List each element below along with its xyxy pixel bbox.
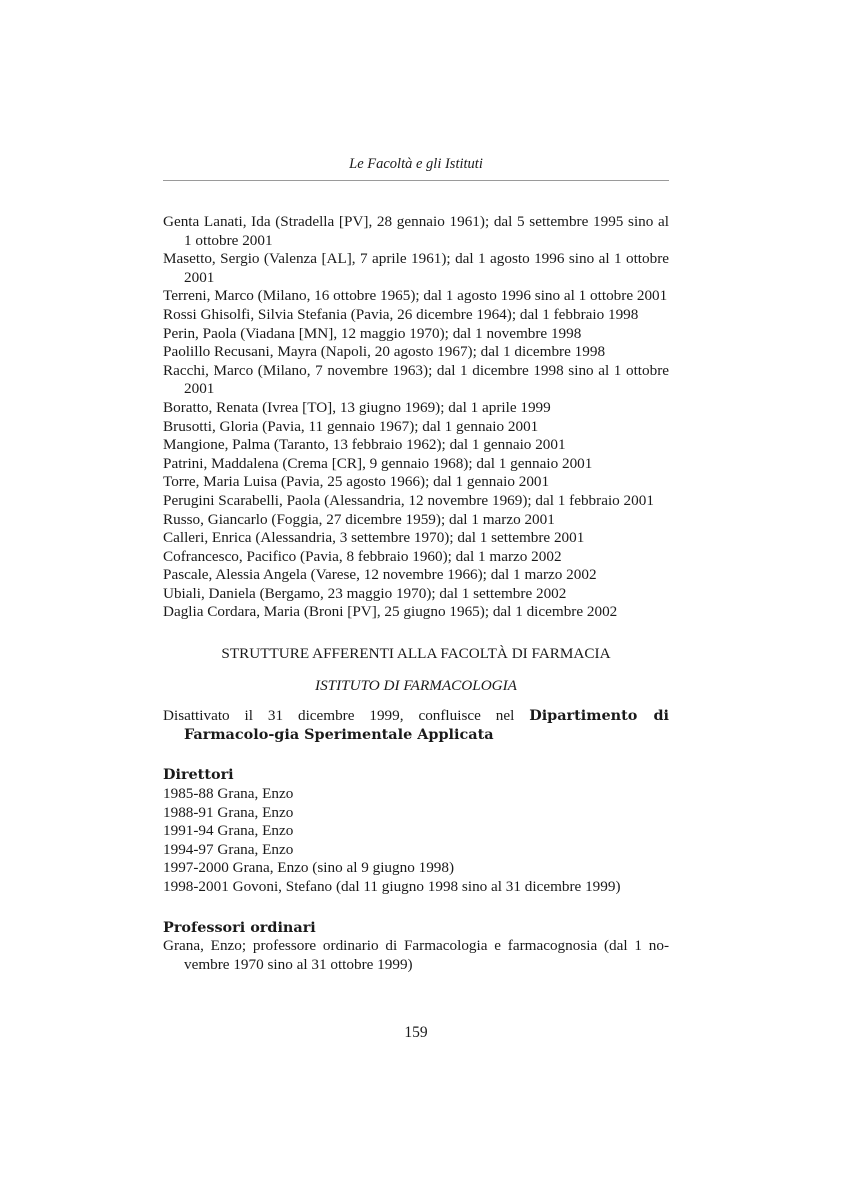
institute-note <box>163 707 669 744</box>
list-item: Cofrancesco, Pacifico (Pavia, 8 febbraio 1960); dal 1 marzo 2002 <box>163 547 562 565</box>
list-item: Terreni, Marco (Milano, 16 ottobre 1965); dal 1 agosto 1996 sino al 1 ottobre 2001 <box>163 287 668 305</box>
list-item: Rossi Ghisolfi, Silvia Stefania (Pavia, 26 dicembre 1964); dal 1 febbraio 1998 <box>163 305 639 323</box>
list-item: Perin, Paola (Viadana [MN], 12 maggio 1970); dal 1 novembre 1998 <box>163 324 582 342</box>
list-item: Torre, Maria Luisa (Pavia, 25 agosto 1966); dal 1 gennaio 2001 <box>163 473 550 491</box>
professors-heading: Professori ordinari <box>163 918 316 936</box>
list-item: 1985-88 Grana, Enzo <box>163 785 294 803</box>
list-item: Perugini Scarabelli, Paola (Alessandria, 12 novembre 1969); dal 1 febbraio 2001 <box>163 491 654 509</box>
directors-heading: Direttori <box>163 766 234 784</box>
staff-list <box>163 213 669 622</box>
list-item: Racchi, Marco (Milano, 7 novembre 1963); dal 1 dicembre 1998 sino al 1 ottobre 2001 <box>163 361 669 398</box>
list-item: Patrini, Maddalena (Crema [CR], 9 gennaio 1968); dal 1 gennaio 2001 <box>163 454 593 472</box>
list-item: Brusotti, Gloria (Pavia, 11 gennaio 1967); dal 1 gennaio 2001 <box>163 417 539 435</box>
page-number: 159 <box>404 1024 428 1041</box>
list-item: Boratto, Renata (Ivrea [TO], 13 giugno 1969); dal 1 aprile 1999 <box>163 398 551 416</box>
institute-title: ISTITUTO DI FARMACOLOGIA <box>315 676 517 694</box>
header-rule <box>163 180 669 181</box>
list-item: 1998-2001 Govoni, Stefano (dal 11 giugno 1998 sino al 31 dicembre 1999) <box>163 878 621 895</box>
professors-list <box>163 937 669 974</box>
note-text: Disattivato il 31 dicembre 1999, confluisce nel <box>163 707 530 725</box>
list-item: Masetto, Sergio (Valenza [AL], 7 aprile 1961); dal 1 agosto 1996 sino al 1 ottobre 2001 <box>163 250 669 286</box>
list-item: Calleri, Enrica (Alessandria, 3 settembre 1970); dal 1 settembre 2001 <box>163 529 585 547</box>
section-title: STRUTTURE AFFERENTI ALLA FACOLTÀ DI FARMACIA <box>221 645 611 663</box>
list-item: Ubiali, Daniela (Bergamo, 23 maggio 1970); dal 1 settembre 2002 <box>163 584 567 602</box>
list-item: Mangione, Palma (Taranto, 13 febbraio 1962); dal 1 gennaio 2001 <box>163 436 566 454</box>
list-item: Paolillo Recusani, Mayra (Napoli, 20 agosto 1967); dal 1 dicembre 1998 <box>163 343 606 361</box>
list-item: 1991-94 Grana, Enzo <box>163 822 294 840</box>
list-item: 1997-2000 Grana, Enzo (sino al 9 giugno 1998) <box>163 859 455 877</box>
list-item: Russo, Giancarlo (Foggia, 27 dicembre 1959); dal 1 marzo 2001 <box>163 510 555 528</box>
list-item: Daglia Cordara, Maria (Broni [PV], 25 giugno 1965); dal 1 dicembre 2002 <box>163 603 618 621</box>
list-item: 1994-97 Grana, Enzo <box>163 840 294 858</box>
page-body <box>163 213 669 974</box>
department-name: Dipartimento di Farmacolo-gia Sperimentale Applicata <box>184 707 669 743</box>
directors-list <box>163 785 669 897</box>
list-item: 1988-91 Grana, Enzo <box>163 803 294 821</box>
running-title: Le Facoltà e gli Istituti <box>349 156 483 172</box>
list-item: Genta Lanati, Ida (Stradella [PV], 28 gennaio 1961); dal 5 settembre 1995 sino al 1 ottobre 2001 <box>163 213 669 249</box>
list-item: Grana, Enzo; professore ordinario di Farmacologia e farmacognosia (dal 1 no-vembre 1970 sino al 31 ottobre 1999) <box>163 937 669 973</box>
list-item: Pascale, Alessia Angela (Varese, 12 novembre 1966); dal 1 marzo 2002 <box>163 566 597 584</box>
